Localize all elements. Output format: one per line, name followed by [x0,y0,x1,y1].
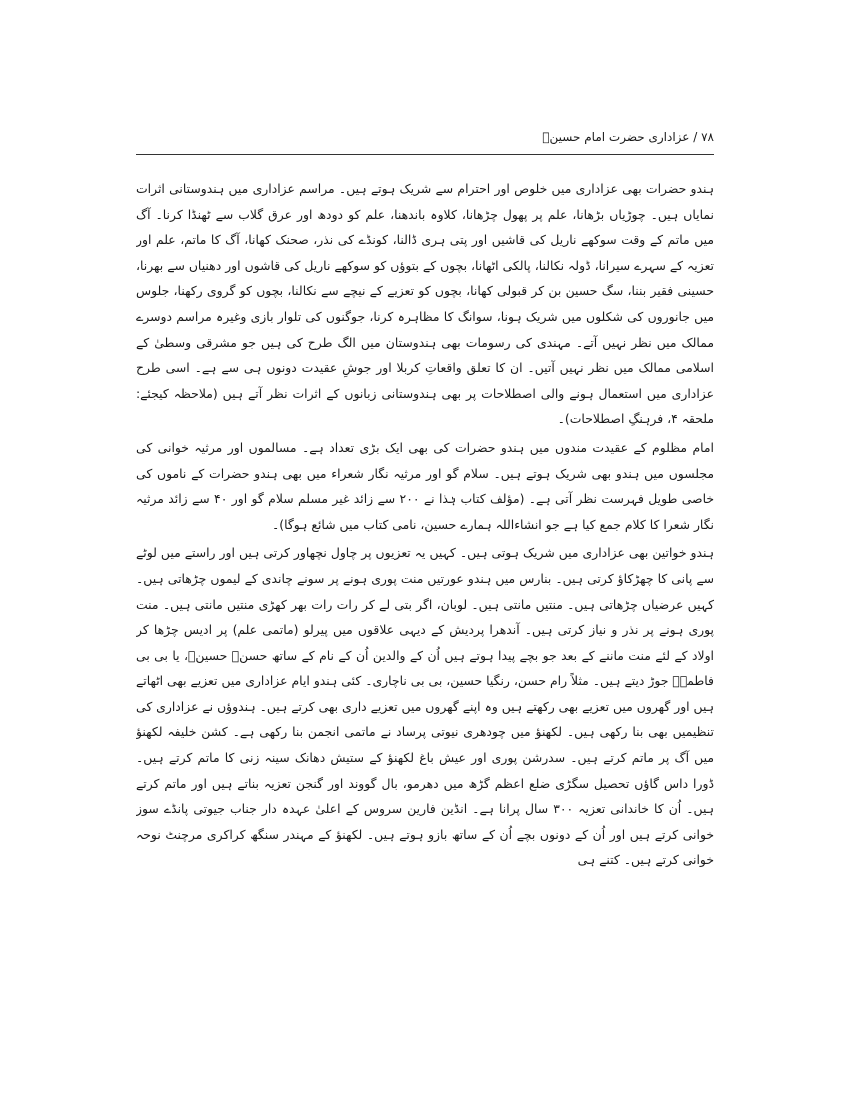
paragraph-hindu-participation: ہندو حضرات بھی عزاداری میں خلوص اور احترام سے شریک ہوتے ہیں۔ مراسم عزاداری میں ہندوستانی اثرات نمایاں ہیں۔ چوڑیاں بڑھانا، علم پر پھول چڑھانا، کلاوہ باندھنا، علم کو دودھ اور عرق گلاب سے ٹھنڈا کرنا۔ آگ میں ماتم کے وقت سوکھے ناریل کی قاشیں اور پتی ہری ڈالنا، کونڈے کی نذر، صحنک کھانا، آگ کا ماتم، علم اور تعزیہ کے سہرے سیرانا، ڈولہ نکالنا، پالکی اٹھانا، بچوں کے بتوؤں کو سوکھے ناریل کی قاشوں اور دھنیاں سے بھرنا، حسینی فقیر بننا، سگ حسین بن کر قبولی کھانا، بچوں کو تعزیے کے نیچے سے نکالنا، بچوں کو گروی رکھنا، جلوس میں جانوروں کی شکلوں میں شریک ہونا، سوانگ کا مظاہرہ کرنا، جوگنوں کی تلوار بازی وغیرہ مراسم دوسرے ممالک میں نظر نہیں آتے۔ مہندی کی رسومات بھی ہندوستان میں الگ طرح کی ہیں جو مشرقی وسطیٰ کے اسلامی ممالک میں نظر نہیں آتیں۔ ان کا تعلق واقعاتِ کربلا اور جوشِ عقیدت دونوں ہی سے ہے۔ اسی طرح عزاداری میں استعمال ہونے والی اصطلاحات پر بھی ہندوستانی زبانوں کے اثرات نظر آتے ہیں (ملاحظہ کیجئے: ملحقہ ۴، فرہنگِ اصطلاحات)۔ [136,181,714,427]
paragraph-hindu-women: ہندو خواتین بھی عزاداری میں شریک ہوتی ہیں۔ کہیں یہ تعزیوں پر چاول نچھاور کرتی ہیں اور راستے میں لوٹے سے پانی کا چھڑکاؤ کرتی ہیں۔ بنارس میں ہندو عورتیں منت پوری ہونے پر سونے چاندی کے لیموں چڑھاتی ہیں۔ کہیں عرضیاں چڑھاتی ہیں۔ منتیں مانتی ہیں۔ لوبان، اگر بتی لے کر رات رات بھر کھڑی منتیں مانتی ہیں۔ منت پوری ہونے پر نذر و نیاز کرتی ہیں۔ آندھرا پردیش کے دیہی علاقوں میں پیرلو (ماتمی علم) پر ادیس چڑھا کر اولاد کے لئے منت ماننے کے بعد جو بچے پیدا ہوتے ہیں اُن کے والدین اُن کے نام کے ساتھ حسنؑ حسینؑ، یا بی بی فاطمہؑ جوڑ دیتے ہیں۔ مثلاً رام حسن، رنگیا حسین، بی بی ناچاری۔ کئی ہندو ایام عزاداری میں تعزیے بھی اٹھاتے ہیں اور گھروں میں تعزیے بھی رکھتے ہیں وہ اپنے گھروں میں تعزیے داری بھی کرتے ہیں۔ ہندوؤں نے عزاداری کی تنظیمیں بھی بنا رکھی ہیں۔ لکھنؤ میں چودھری نیوتی پرساد نے ماتمی انجمن بنا رکھی ہے۔ کشن خلیفہ لکھنؤ میں آگ پر ماتم کرتے ہیں۔ سدرشن پوری اور عیش باغ لکھنؤ کے ستیش دھانک سینہ زنی کا ماتم کرتے ہیں۔ ڈورا داس گاؤں تحصیل سگڑی ضلع اعظم گڑھ میں دھرمو، بال گووند اور گنجن تعزیہ بناتے ہیں اور ماتم کرتے ہیں۔ اُن کا خاندانی تعزیہ ۳۰۰ سال پرانا ہے۔ انڈین فارین سروس کے اعلیٰ عہدہ دار جناب جیوتی پانڈے سوز خوانی کرتے ہیں اور اُن کے دونوں بچے اُن کے ساتھ بازو ہوتے ہیں۔ لکھنؤ کے مہندر سنگھ کراکری مرچنٹ نوحہ خوانی کرتے ہیں۔ کتنے ہی [136,545,714,868]
running-header: ۷۸ / عزاداری حضرت امام حسینؑ [542,130,714,144]
paragraph-hindu-poets: امام مظلوم کے عقیدت مندوں میں ہندو حضرات کی بھی ایک بڑی تعداد ہے۔ مسالموں اور مرثیہ خوانی کی مجلسوں میں ہندو بھی شریک ہوتے ہیں۔ سلام گو اور مرثیہ نگار شعراء میں بھی ہندو حضرات کے ناموں کی خاصی طویل فہرست نظر آتی ہے۔ (مؤلف کتاب ہٰذا نے ۲۰۰ سے زائد غیر مسلم سلام گو اور ۴۰ سے زائد مرثیہ نگار شعرا کا کلام جمع کیا ہے جو انشاءاللہ ہمارے حسین، نامی کتاب میں شائع ہوگا)۔ [136,439,714,532]
header-rule [136,154,714,155]
page-body [136,176,714,1076]
